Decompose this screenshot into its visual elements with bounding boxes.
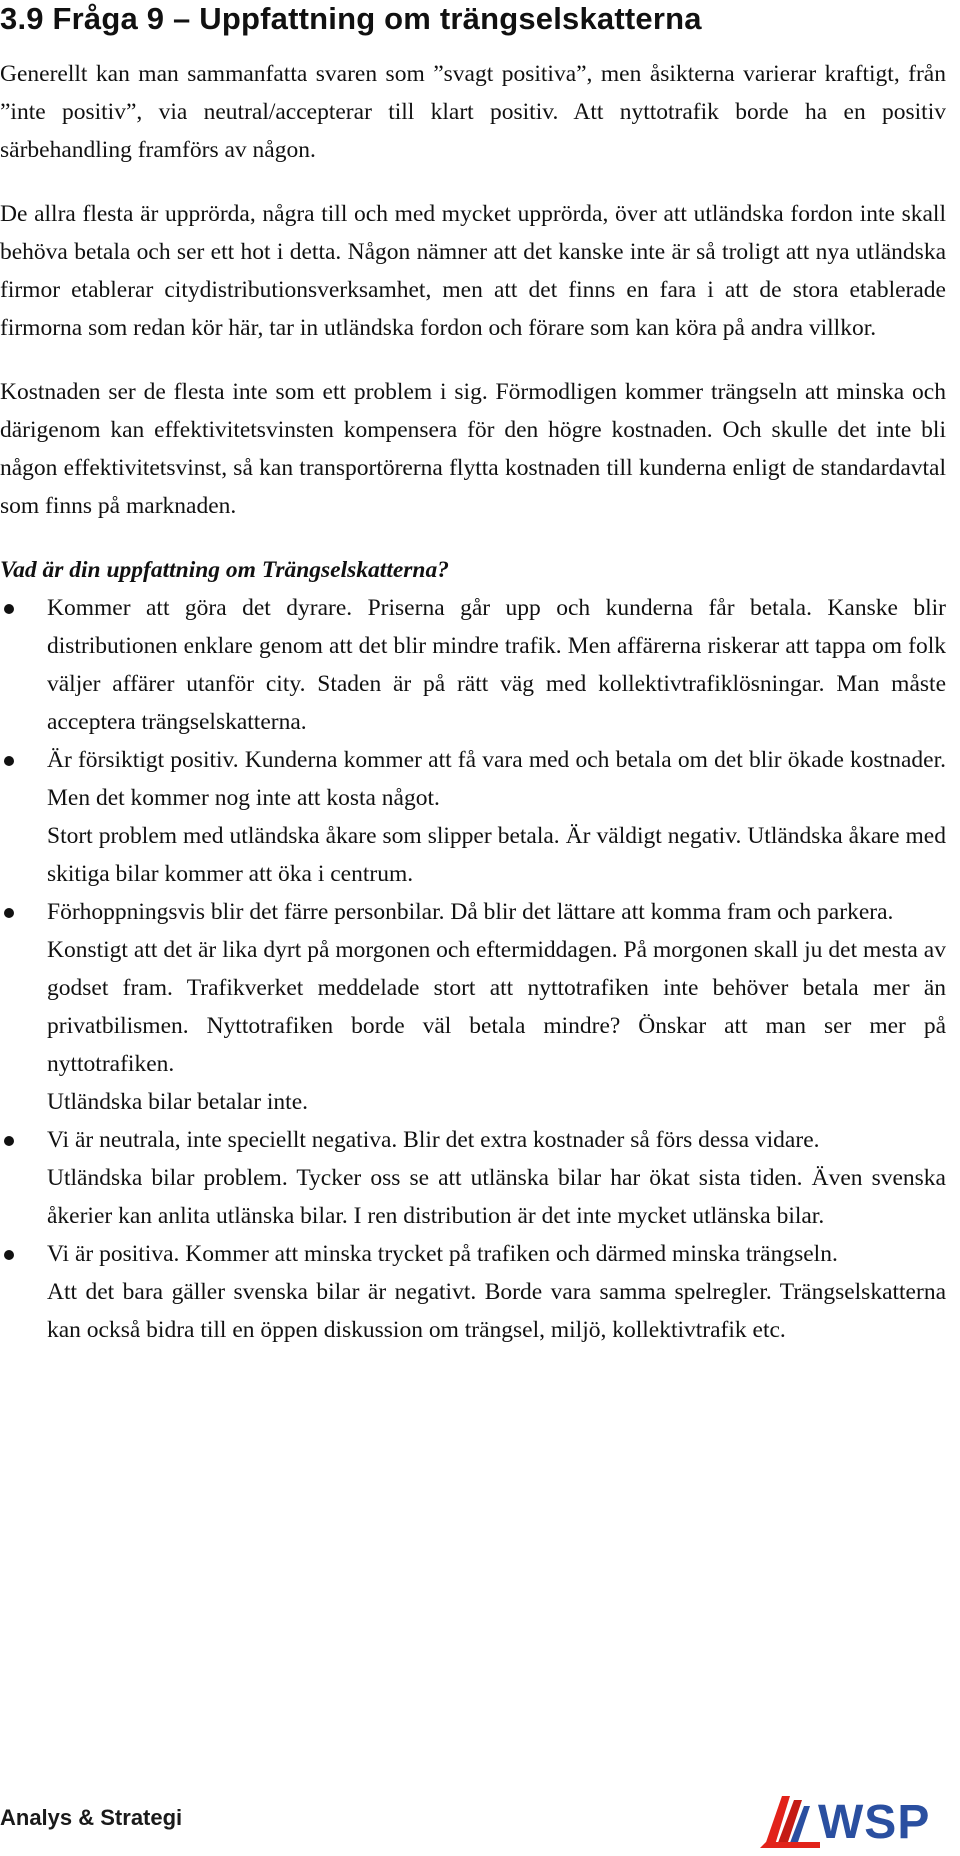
footer-company-text: Analys & Strategi [0, 1805, 183, 1830]
bullet-icon [4, 908, 14, 918]
question-heading: Vad är din uppfattning om Trängselskatterna? [0, 557, 449, 583]
wsp-logo-icon [760, 1790, 958, 1850]
bullet-icon [4, 604, 14, 614]
answer-text: Stort problem med utländska åkare som slipper betala. Är väldigt negativ. Utländska åkare med skitiga bilar kommer att öka i centrum. [47, 823, 946, 887]
list-item [0, 1235, 946, 1349]
bullet-icon [4, 756, 14, 766]
answer-text: Att det bara gäller svenska bilar är negativt. Borde vara samma spelregler. Trängselskatterna kan också bidra till en öppen diskussion om trängsel, miljö, kollektivtrafik etc. [47, 1279, 946, 1343]
paragraph: Kostnaden ser de flesta inte som ett problem i sig. Förmodligen kommer trängseln att minska och därigenom kan effektivitetsvinsten kompensera för den högre kostnaden. Och skulle det inte bli någon effektivitetsvinst, så kan transportörerna flytta kostnaden till kunderna enligt de standardavtal som finns på marknaden. [0, 379, 946, 519]
wsp-logo [760, 1790, 958, 1850]
paragraph: Generellt kan man sammanfatta svaren som ”svagt positiva”, men åsikterna varierar kraftigt, från ”inte positiv”, via neutral/accepterar till klart positiv. Att nyttotrafik borde ha en positiv särbehandling framförs av någon. [0, 61, 946, 163]
answer-text: Konstigt att det är lika dyrt på morgonen och eftermiddagen. På morgonen skall ju det mesta av godset fram. Trafikverket meddelade stort att nyttotrafiken inte behöver betala mer än privatbilismen. Nyttotrafiken borde väl betala mindre? Önskar att man ser mer på nyttotrafiken. [47, 937, 946, 1077]
answer-text: Vi är positiva. Kommer att minska trycket på trafiken och därmed minska trängseln. [47, 1241, 838, 1267]
section-heading: 3.9 Fråga 9 – Uppfattning om trängselskatterna [0, 1, 702, 36]
list-item [0, 893, 946, 1121]
answer-text: Kommer att göra det dyrare. Priserna går upp och kunderna får betala. Kanske blir distributionen enklare genom att det blir mindre trafik. Men affärerna riskerar att tappa om folk väljer affärer utanför city. Staden är på rätt väg med kollektivtrafiklösningar. Man måste acceptera trängselskatterna. [47, 595, 946, 735]
answer-text: Utländska bilar betalar inte. [47, 1089, 309, 1115]
logo-text: WSP [818, 1796, 931, 1849]
answer-text: Utländska bilar problem. Tycker oss se att utlänska bilar har ökat sista tiden. Även svenska åkerier kan anlita utlänska bilar. I ren distribution är det inte mycket utlänska bilar. [47, 1165, 946, 1229]
answer-text: Är försiktigt positiv. Kunderna kommer att få vara med och betala om det blir ökade kostnader. Men det kommer nog inte att kosta något. [47, 747, 946, 811]
paragraph: De allra flesta är upprörda, några till och med mycket upprörda, över att utländska fordon inte skall behöva betala och ser ett hot i detta. Någon nämner att det kanske inte är så troligt att nya utländska firmor etablerar citydistributionsverksamhet, men att det finns en fara i att de stora etablerade firmorna som redan kör här, tar in utländska fordon och förare som kan köra på andra villkor. [0, 201, 946, 341]
list-item [0, 1121, 946, 1235]
list-item [0, 589, 946, 741]
answer-text: Vi är neutrala, inte speciellt negativa. Blir det extra kostnader så förs dessa vidare. [47, 1127, 820, 1153]
bullet-icon [4, 1250, 14, 1260]
answer-text: Förhoppningsvis blir det färre personbilar. Då blir det lättare att komma fram och parkera. [47, 899, 894, 925]
bullet-icon [4, 1136, 14, 1146]
list-item [0, 741, 946, 893]
answers-list [0, 589, 946, 1349]
section-body [0, 55, 946, 1349]
